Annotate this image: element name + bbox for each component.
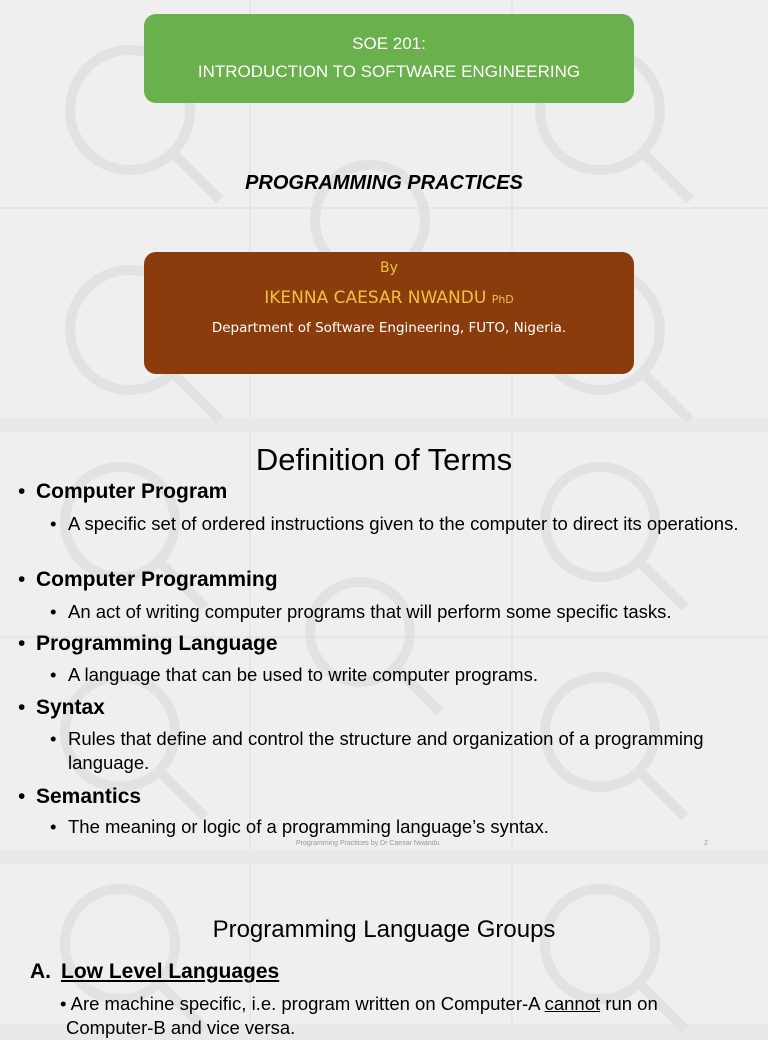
author-name: IKENNA CAESAR NWANDU bbox=[264, 288, 487, 308]
department: Department of Software Engineering, FUTO, Nigeria. bbox=[211, 320, 567, 336]
definitions-slide bbox=[0, 432, 768, 850]
term-heading: • Computer Program bbox=[18, 480, 228, 503]
author-suffix: PhD bbox=[491, 293, 514, 306]
slide-title: Definition of Terms bbox=[255, 442, 513, 477]
title-slide bbox=[0, 0, 768, 418]
term-definition: • Rules that define and control the structure and organization of a programming language. bbox=[50, 728, 704, 773]
author-line bbox=[144, 288, 634, 308]
course-code: SOE 201: bbox=[352, 34, 426, 53]
term-heading: • Programming Language bbox=[18, 632, 278, 655]
slide-title: Programming Language Groups bbox=[212, 916, 556, 943]
term-definition: • A language that can be used to write computer programs. bbox=[50, 664, 538, 685]
term-definition: • A specific set of ordered instructions given to the computer to direct its operations. bbox=[50, 513, 739, 534]
term-heading: • Computer Programming bbox=[18, 568, 278, 591]
section-letter: A. bbox=[30, 960, 51, 983]
author-banner bbox=[144, 252, 634, 374]
term-heading: • Semantics bbox=[18, 785, 142, 808]
language-groups-slide bbox=[0, 864, 768, 1038]
section-bullet: • Are machine specific, i.e. program written on Computer-A cannot run on Computer-B and vice versa. bbox=[60, 993, 658, 1038]
term-definition: • An act of writing computer programs that will perform some specific tasks. bbox=[50, 601, 672, 622]
course-name: INTRODUCTION TO SOFTWARE ENGINEERING bbox=[197, 62, 581, 81]
term-heading: • Syntax bbox=[18, 696, 105, 719]
by-label: By bbox=[380, 260, 398, 276]
section-title: Low Level Languages bbox=[61, 960, 280, 983]
footer-text: Programming Practices by Dr Caesar Nwandu bbox=[296, 840, 440, 847]
page-number: 2 bbox=[704, 840, 708, 847]
presentation-subtitle: PROGRAMMING PRACTICES bbox=[245, 172, 523, 194]
course-banner bbox=[144, 14, 634, 103]
term-definition: • The meaning or logic of a programming language’s syntax. bbox=[50, 816, 549, 837]
section-heading bbox=[30, 960, 279, 984]
